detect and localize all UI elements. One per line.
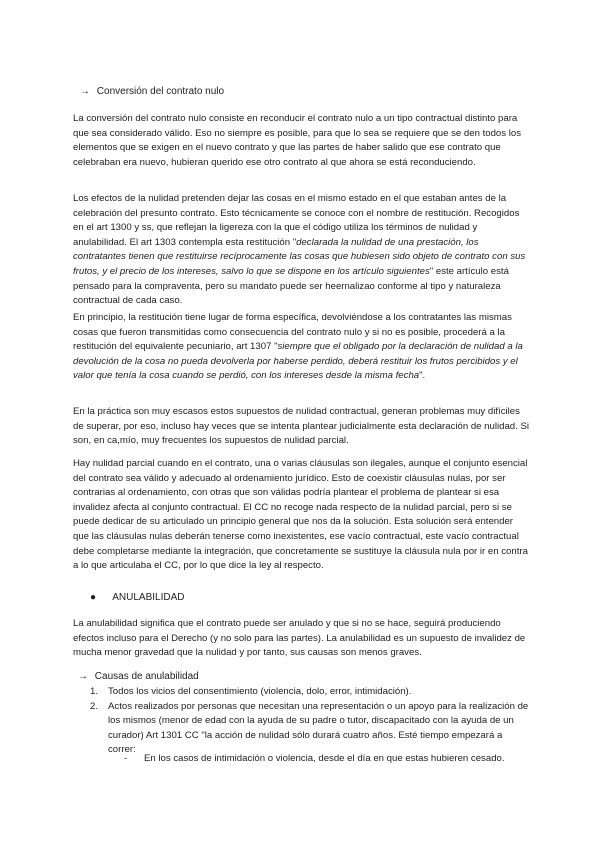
paragraph-text: En principio, la restitución tiene lugar de forma específica, devolviéndose a los contratantes las mismas cosas que fueron transmitidas como consecuencia del contrato nulo y si no es posible, procederá a la restitución del equivalente pecuniario, art 1307 " — [73, 312, 512, 353]
list-item-text: Todos los vicios del consentimiento (violencia, dolo, error, intimidación). — [108, 686, 412, 697]
paragraph-practica: En la práctica son muy escasos estos supuestos de nulidad contractual, generan problemas muy difíciles de superar, por eso, incluso hay veces que se intenta plantear judicialmente esta declaración de nulidad. Si son, en ca,mío, muy frecuentes los supuestos de nulidad parcial. — [73, 406, 529, 447]
paragraph-nulidad-parcial: Hay nulidad parcial cuando en el contrato, una o varias cláusulas son ilegales, aunque el conjunto esencial del contrato sea válido y adecuado al ordenamiento jurídico. Esto de coexistir cláusulas nulas, por ser contrarias al ordenamiento, con otras que son válidas podría plantear el problema de plantear si esa invalidez afecta al conjunto contractual. El CC no recoge nada respecto de la nulidad parcial, pero si se puede dedicar de su articulado un principio general que nos da la solución. Esta solución será entender que las cláusulas nulas deberán tenerse como inexistentes, ese vacío contractual, este vacío contractual debe completarse mediante la integración, que concretamente se sustituye la cláusula nula por ir en contra a lo que articulaba el CC, por lo que dice la ley al respecto. — [73, 458, 528, 572]
sub-list-item — [124, 752, 534, 767]
quote-art-1307: siempre que el obligado por la declaración de nulidad a la devolución de la cosa no pueda devolverla por haberse perdido, deberá restituir los frutos percibidos y el valor que tenía la cosa cuando se perdió, con los intereses desde la misma fecha — [73, 341, 523, 382]
paragraph-restitucion — [73, 311, 529, 384]
paragraph-text: " este artículo está pensado para la compraventa, pero su mandato puede ser heernalizao conforme al tipo y naturaleza contractual de cada caso. — [73, 265, 509, 307]
section-heading-causas — [78, 670, 199, 685]
paragraph-text: Los efectos de la nulidad pretenden dejar las cosas en el mismo estado en el que estaban antes de la celebración del presunto contrato. Esto técnicamente se conoce con el nombre de restitución. Recogidos en el art 1300 y ss, que reflejan la ligereza con la que el código utiliza los términos de nulidad y anulabilidad. El art 1303 contempla esta restitución " — [73, 193, 520, 248]
dash-icon: - — [124, 753, 128, 764]
paragraph-conversion: La conversión del contrato nulo consiste en reconducir el contrato nulo a un tipo contractual distinto para que sea considerado válido. Eso no siempre es posible, para que lo sea se requiere que se den todos los elementos que se exigen en el nuevo contrato y que las partes de haber salido que ese contrato que celebraban era nuevo, hubieran querido ese otro contrato al que ahora se está reconduciendo. — [73, 113, 521, 168]
section-title: Conversión del contrato nulo — [96, 86, 225, 97]
paragraph-text: ". — [419, 370, 426, 382]
arrow-right-icon: → — [80, 86, 90, 97]
bullet-icon: ● — [90, 592, 97, 603]
list-number: 2. — [90, 700, 99, 712]
list-item-text: Actos realizados por personas que necesitan una representación o un apoyo para la realización de los mismos (menor de edad con la ayuda de su padre o tutor, discapacitado con la ayuda de un curador) Art 1301 CC "la acción de nulidad sólo durará cuatro años. Esté tiempo empezará a correr: — [108, 700, 529, 756]
list-item — [85, 700, 531, 758]
list-item — [85, 685, 531, 700]
paragraph-anulabilidad: La anulabilidad significa que el contrato puede ser anulado y que si no se hace, seguirá produciendo efectos incluso para el Derecho (y no solo para las partes). La anulabilidad es un supuesto de invalidez de mucha menor gravedad que la nulidad y por tanto, sus causas son menos graves. — [73, 618, 526, 659]
section-heading-conversion — [80, 85, 224, 100]
causes-list — [85, 685, 531, 758]
section-title: ANULABILIDAD — [112, 592, 185, 603]
quote-art-1303: declarada la nulidad de una prestación, los contratantes tienen que restituirse recíprocamente las cosas que hubiesen sido objeto de contrato con sus frutos, y el precio de los intereses, salvo lo que se dispone en los artículo siguientes — [73, 236, 526, 277]
list-number: 1. — [90, 686, 99, 697]
section-title: Causas de anulabilidad — [94, 671, 199, 682]
paragraph-efectos-nulidad — [73, 192, 529, 309]
arrow-right-icon: → — [78, 671, 88, 682]
sub-list-item-text: En los casos de intimidación o violencia, desde el día en que estas hubieren cesado. — [144, 753, 505, 764]
section-heading-anulabilidad — [90, 591, 184, 606]
